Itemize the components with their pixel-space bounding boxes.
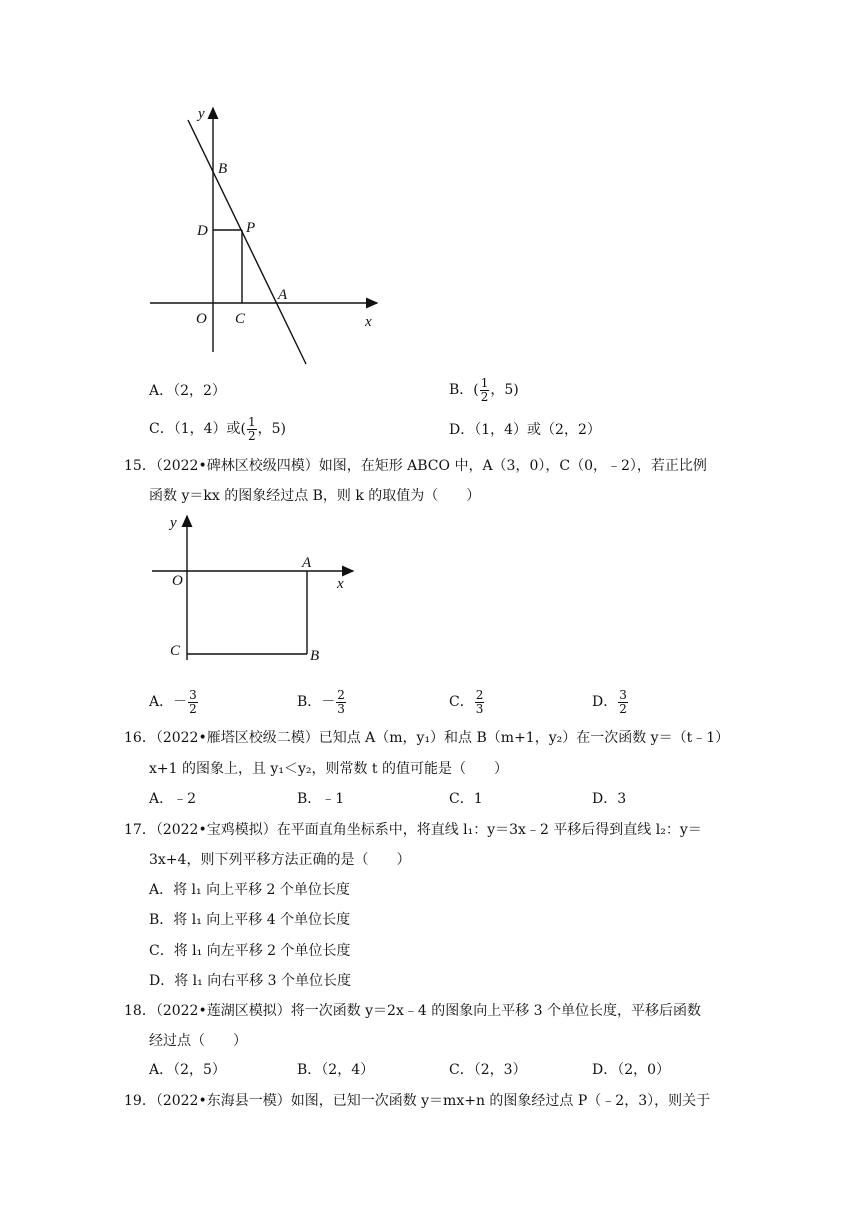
q15-option-c: C． $\frac{2}{3}$ (449, 687, 484, 716)
q17-option-b: B．将 l₁ 向上平移 4 个单位长度 (149, 912, 351, 928)
q17-option-c: C．将 l₁ 向左平移 2 个单位长度 (149, 943, 351, 959)
q15-label-x: x (337, 576, 344, 592)
q14-option-c: C．（1，4）或( $\frac{1}{2}$ ，5) (149, 414, 287, 443)
q15-option-b: B．－ $\frac{2}{3}$ (297, 687, 345, 716)
q16-option-c: C．1 (449, 791, 483, 807)
q14-label-o: O (196, 311, 207, 327)
q14-label-x: x (365, 314, 372, 330)
q14-label-a: A (278, 287, 288, 303)
q18-option-c: C．（2，3） (449, 1062, 527, 1078)
q16-option-a: A．﹣2 (149, 791, 197, 807)
q18-stem-line1: 18．（2022•莲湖区模拟）将一次函数 y＝2x﹣4 的图象向上平移 3 个单位长度，平移后函数 (124, 1003, 702, 1019)
q18-option-b: B．（2，4） (297, 1062, 375, 1078)
q14-line-ab (188, 120, 306, 364)
q14-label-b: B (218, 161, 228, 177)
q15-option-d: D． $\frac{3}{2}$ (592, 687, 627, 716)
q14-label-c: C (235, 311, 246, 327)
q17-option-a: A．将 l₁ 向上平移 2 个单位长度 (149, 882, 350, 898)
q14-label-d: D (197, 223, 208, 239)
q14-label-y: y (198, 106, 205, 122)
fraction: $\frac{1}{2}$ (248, 414, 256, 443)
q16-stem-line2: x+1 的图象上，且 y₁＜y₂，则常数 t 的值可能是（ ） (149, 761, 509, 777)
fraction: $\frac{3}{2}$ (619, 687, 627, 716)
q15-label-y: y (170, 515, 177, 531)
q16-option-d: D．3 (592, 791, 627, 807)
q14-option-b: B．( $\frac{1}{2}$ ，5) (449, 375, 519, 404)
q15-stem-line1: 15．（2022•碑林区校级四模）如图，在矩形 ABCO 中，A（3，0），C（0，﹣2），若正比例 (124, 458, 707, 474)
q18-option-d: D．（2，0） (592, 1062, 671, 1078)
q19-stem-line1: 19．（2022•东海县一模）如图，已知一次函数 y＝mx+n 的图象经过点 P（﹣2，3），则关于 (124, 1093, 711, 1109)
fraction: $\frac{3}{2}$ (189, 687, 197, 716)
q17-option-d: D．将 l₁ 向右平移 3 个单位长度 (149, 973, 352, 989)
q17-stem-line1: 17．（2022•宝鸡模拟）在平面直角坐标系中，将直线 l₁：y＝3x﹣2 平移后得到直线 l₂：y＝ (124, 822, 702, 838)
fraction: $\frac{2}{3}$ (475, 687, 484, 716)
q16-option-b: B．﹣1 (297, 791, 345, 807)
q15-stem-line2: 函数 y＝kx 的图象经过点 B，则 k 的取值为（ ） (149, 488, 481, 504)
q15-label-o: O (172, 573, 183, 589)
q16-stem-line1: 16．（2022•雁塔区校级二模）已知点 A（m，y₁）和点 B（m+1，y₂）在一次函数 y＝（t﹣1） (124, 730, 730, 746)
q14-label-p: P (246, 220, 256, 236)
q18-stem-line2: 经过点（ ） (149, 1033, 247, 1049)
q17-stem-line2: 3x+4，则下列平移方法正确的是（ ） (149, 852, 411, 868)
q15-option-a: A．－ $\frac{3}{2}$ (149, 687, 197, 716)
fraction: $\frac{2}{3}$ (337, 687, 345, 716)
q15-figure (150, 510, 370, 670)
q15-label-c: C (170, 643, 181, 659)
q14-option-a: A．（2，2） (149, 383, 226, 399)
q18-option-a: A．（2，5） (149, 1062, 226, 1078)
q14-figure (140, 100, 400, 370)
q15-label-b: B (310, 648, 320, 664)
q15-label-a: A (302, 555, 312, 571)
q14-option-d: D．（1，4）或（2，2） (449, 422, 601, 438)
fraction: $\frac{1}{2}$ (480, 375, 489, 404)
